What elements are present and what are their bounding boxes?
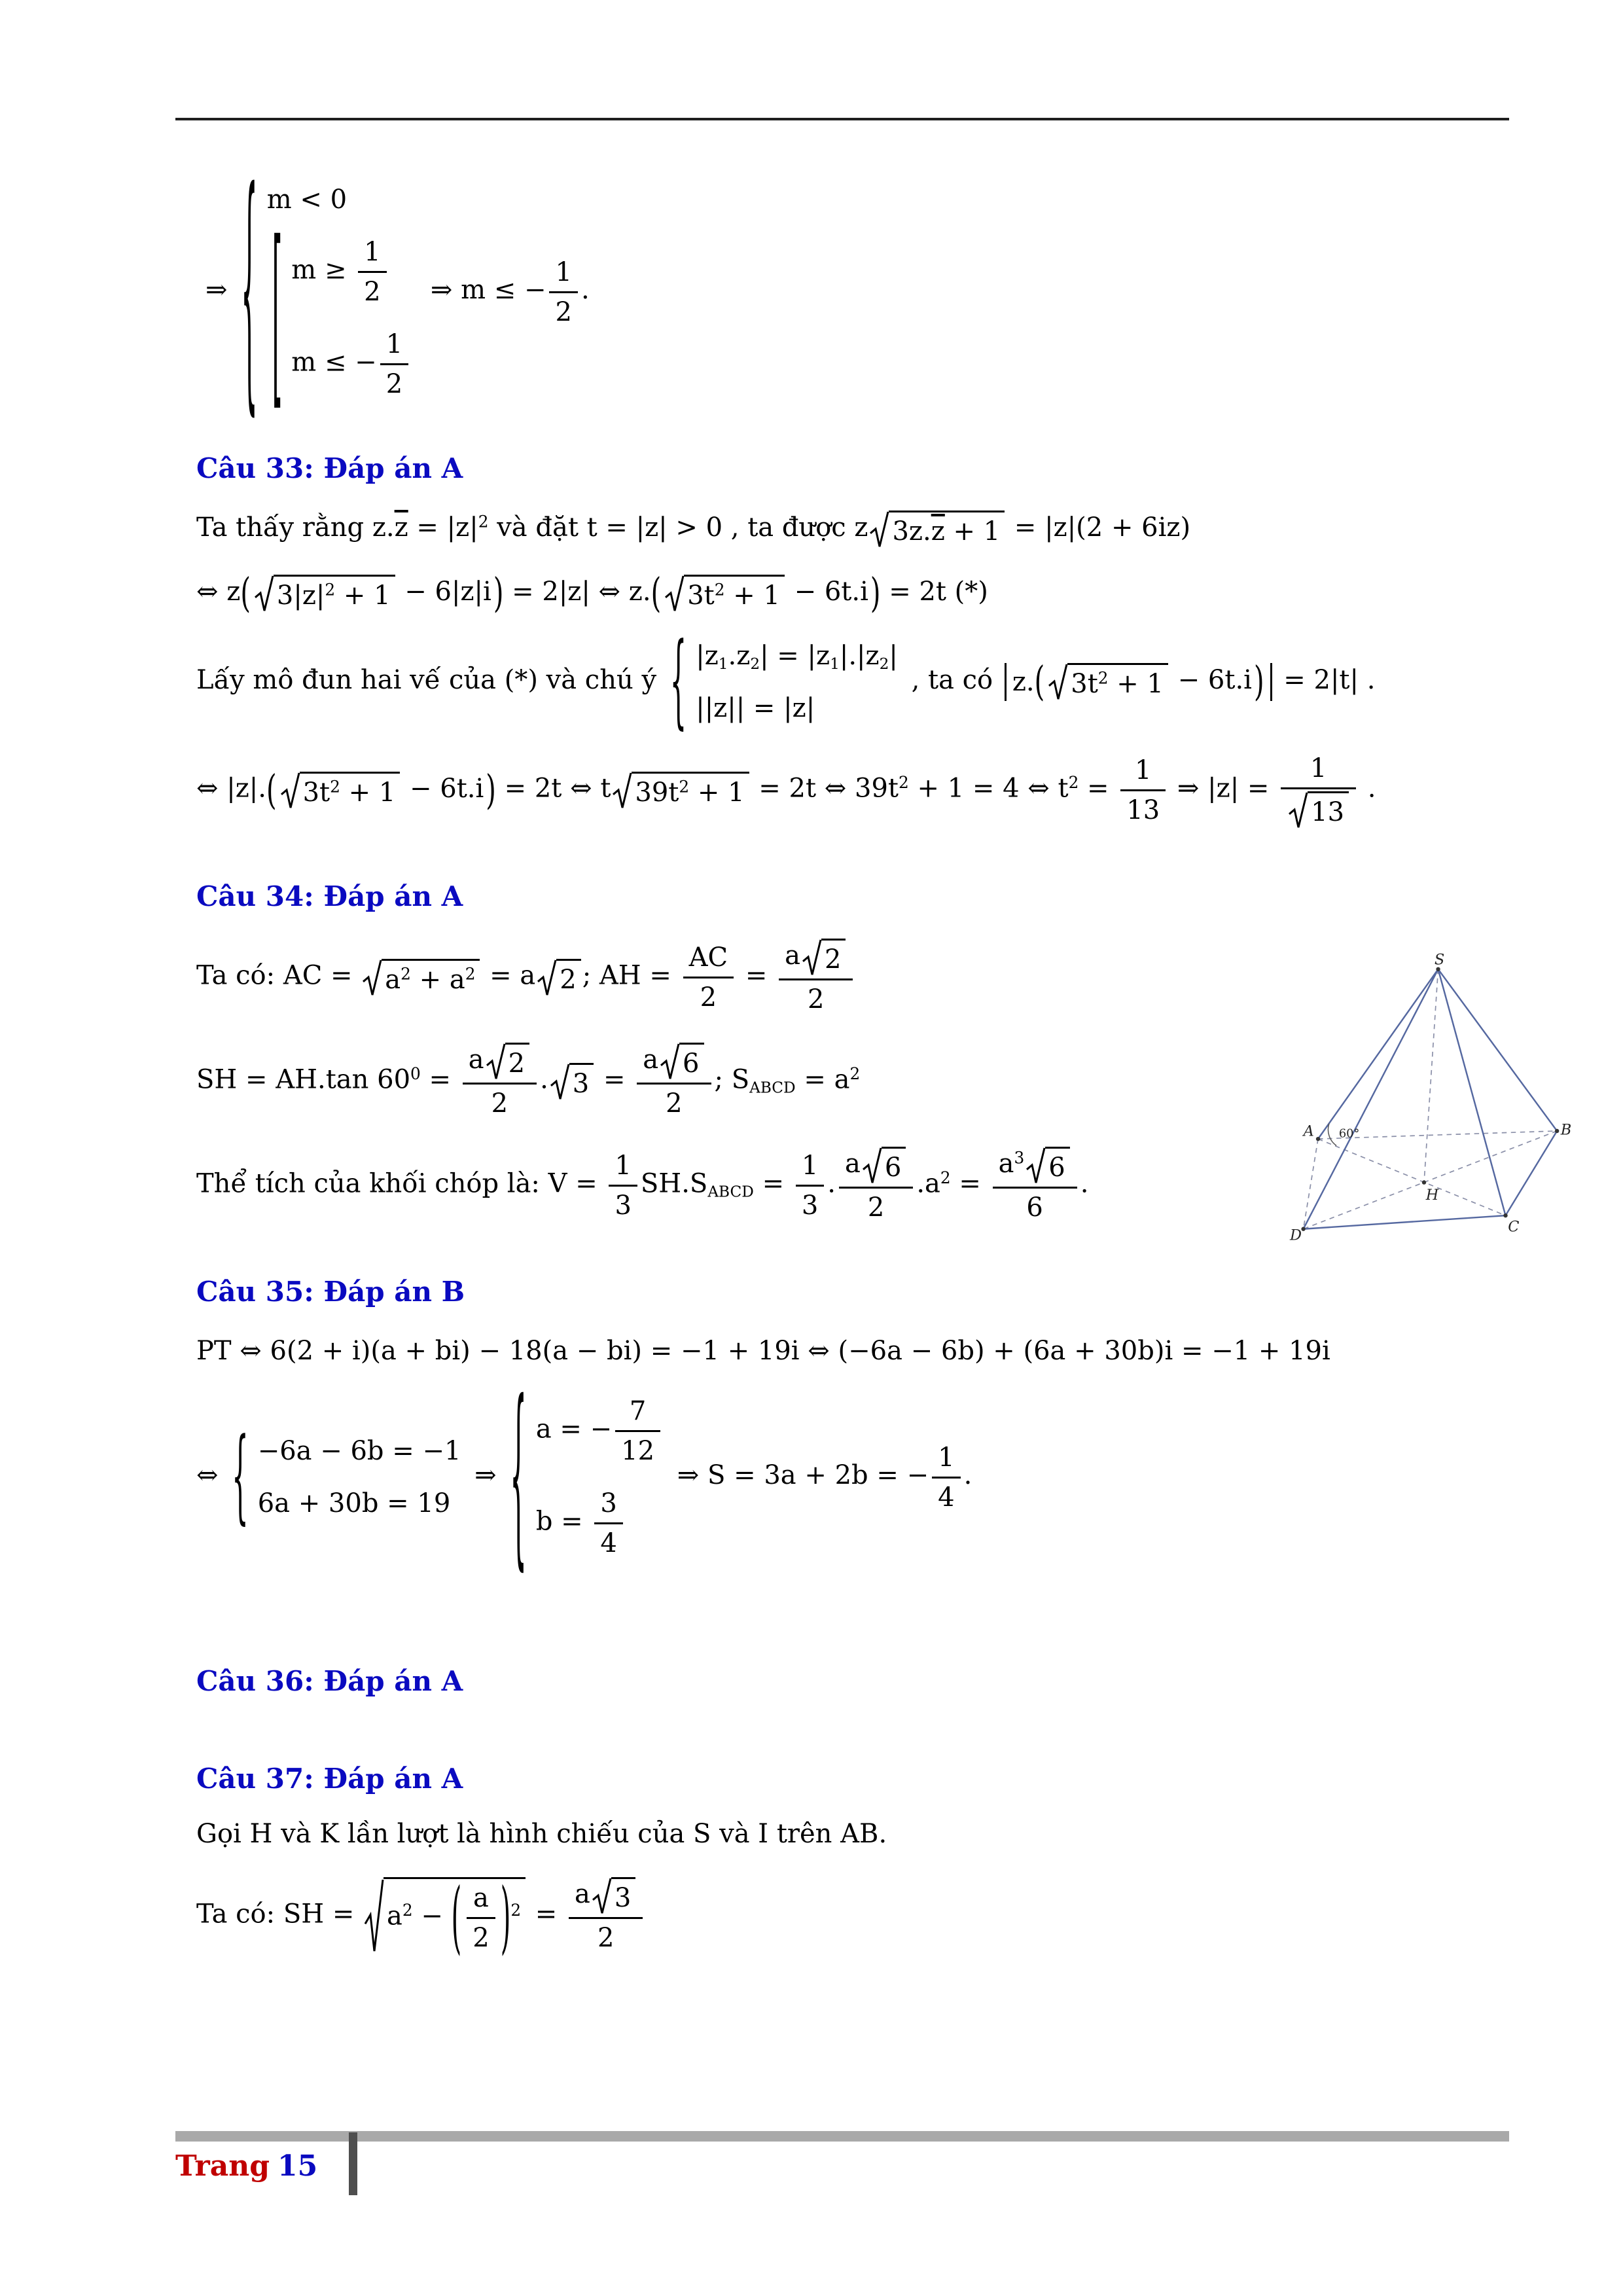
math-line-q34-2: SH = AH.tan $60^0$ = a 2 2 . 3 = a 6 2 ; $S_{ABCD} = a^2$	[196, 1043, 1466, 1121]
text-line-q37: Gọi H và K lần lượt là hình chiếu của S và I trên AB.	[196, 1819, 887, 1849]
figure-label-angle: 60°	[1338, 1126, 1360, 1141]
pyramid-figure	[1280, 948, 1572, 1275]
section-cau-33	[196, 452, 1466, 829]
math-line-q34-1: Ta có: AC = $a^2 + a^2 = a$ 2 ; AH = $\frac{AC}{2}$ = a 2 2	[196, 939, 1466, 1016]
math-line-system-m: ⇒ { m < 0 [ m ≥ $\frac{1}{2}$ m ≤ − $\frac{1}{2}$ ⇒ m ≤ − $\frac{1}{2}$ .	[205, 143, 590, 440]
section-cau-36	[196, 1665, 1466, 1697]
top-rule	[175, 118, 1509, 120]
heading-cau-36: Câu 36: Đáp án A	[196, 1665, 463, 1697]
heading-cau-37: Câu 37: Đáp án A	[196, 1763, 463, 1795]
page-number-label: Trang	[175, 2149, 270, 2183]
footer-tick	[349, 2132, 357, 2195]
math-line-q37: Ta có: SH = $a^2$ − ( $\frac{a}{2}$ ) $^2$ = a 3 2	[196, 1877, 1466, 1955]
math-line-q33-1: Ta thấy rằng $z.\overline{z} = |z|^2$ và đặt t = |z| > 0 , ta được z $3z.\overline{z} + 1 = |z|(2 + 6iz)$	[196, 511, 1466, 548]
pyramid-svg	[1280, 948, 1572, 1275]
angle-arc	[1328, 1124, 1336, 1146]
section-cau-34	[196, 880, 1572, 1244]
section-cau-37	[196, 1763, 1466, 1964]
math-line-q35-2: ⇔ { −6a − 6b = −1 6a + 30b = 19 ⇒ { a = − $\frac{7}{12}$ b = $\frac{3}{4}$ ⇒ S = 3a + 2b = − $\frac{1}{4}$ .	[196, 1364, 972, 1590]
section-cau-35	[196, 1276, 1466, 1590]
math-line-q35-1: PT ⇔ 6(2 + i)(a + bi) − 18(a − bi) = −1 + 19i ⇔ (−6a − 6b) + (6a + 30b)i = −1 + 19i	[196, 1336, 1330, 1366]
figure-label-s: S	[1434, 951, 1445, 969]
page-number-value: 15	[277, 2149, 318, 2183]
figure-label-h: H	[1425, 1186, 1439, 1204]
page-number	[175, 2149, 1509, 2183]
math-line-q33-2: ⇔ z ( $3|z|^2 + 1 - 6|z|i$ ) = 2|z| ⇔ z. ( $3t^2 + 1 - 6t.i$ ) = 2t (*)	[196, 570, 988, 617]
figure-label-d: D	[1289, 1227, 1302, 1244]
math-line-q34-3: Thể tích của khối chóp là: V = $\frac{1}{3}$ $SH.S_{ABCD}$ = $\frac{1}{3}$ . a 6 2 $.a^2$ = $a^3$ 6 6 .	[196, 1147, 1466, 1225]
heading-cau-33: Câu 33: Đáp án A	[196, 452, 463, 484]
math-line-q33-4: ⇔ |z|. ( $3t^2 + 1 - 6t.i$ ) = 2t ⇔ t $39t^2 + 1 = 2t$ ⇔ $39t^2 + 1 = 4$ ⇔ $t^2$ = $\frac{1}{13}$ ⇒ |z| = $\frac{1}{13}$ .	[196, 751, 1466, 829]
figure-label-c: C	[1508, 1218, 1520, 1236]
math-line-q33-3: Lấy mô đun hai vế của (*) và chú ý { $|z_1.z_2| = |z_1|.|z_2|$ ||z|| = |z| , ta có z. ( $3t^2 + 1 - 6t.i$ ) = 2|t| .	[196, 623, 1376, 741]
page-footer	[175, 2131, 1509, 2183]
figure-label-a: A	[1303, 1122, 1314, 1140]
heading-cau-35: Câu 35: Đáp án B	[196, 1276, 465, 1308]
heading-cau-34: Câu 34: Đáp án A	[196, 880, 463, 912]
footer-bar	[175, 2131, 1509, 2142]
figure-label-b: B	[1560, 1121, 1572, 1139]
